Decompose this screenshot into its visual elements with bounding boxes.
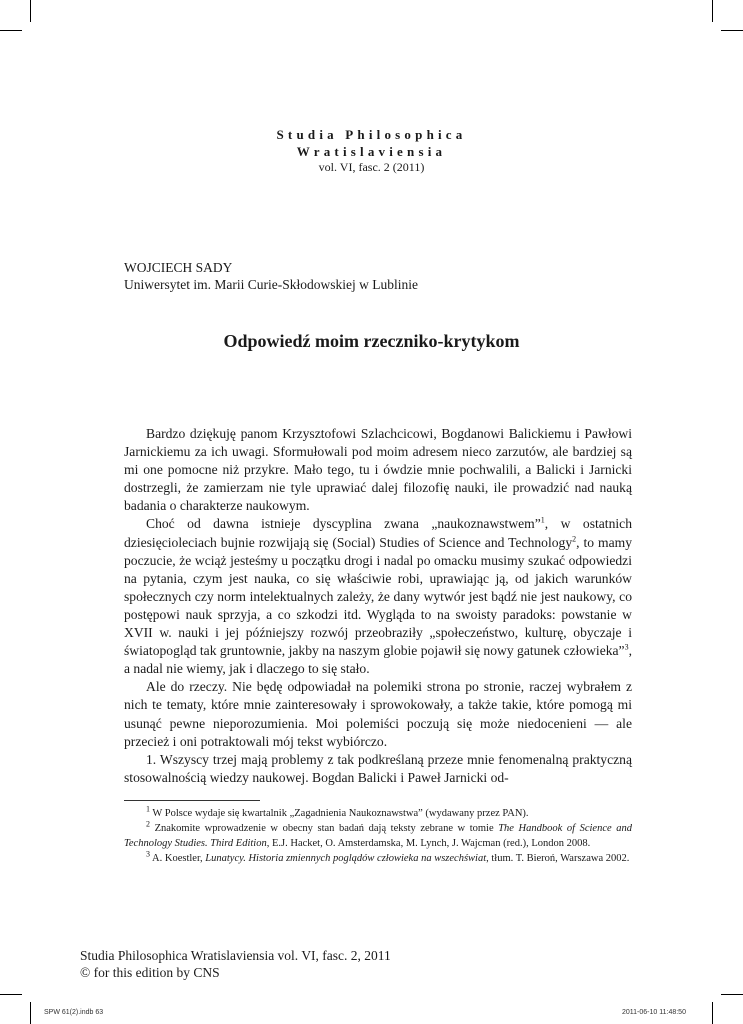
footnote-divider bbox=[124, 800, 260, 801]
footnote-2-book-title: The Handbook of Science and Technology Studies. Third Edition bbox=[124, 823, 632, 849]
footer-journal-line: Studia Philosophica Wratislaviensia vol. VI, fasc. 2, 2011 bbox=[80, 948, 391, 963]
crop-mark-top-left-h bbox=[0, 30, 22, 31]
volume-info: vol. VI, fasc. 2 (2011) bbox=[318, 160, 425, 174]
slug-timestamp: 2011-06-10 11:48:50 bbox=[622, 1009, 686, 1016]
footnote-3-book-title: Lunatycy. Historia zmiennych poglądów człowieka na wszechświat bbox=[205, 853, 487, 864]
footer-copyright: © for this edition by CNS bbox=[80, 965, 220, 980]
crop-mark-bottom-left-v bbox=[30, 1002, 31, 1024]
footnote-1-text: W Polsce wydaje się kwartalnik „Zagadnienia Naukoznawstwa” (wydawany przez PAN). bbox=[150, 808, 529, 819]
crop-mark-bottom-right-v bbox=[712, 1002, 713, 1024]
journal-title-line2: Wratislaviensia bbox=[296, 144, 447, 159]
footnote-3-text-a: A. Koestler, bbox=[150, 853, 206, 864]
paragraph-2-part-c: , to mamy poczucie, że wciąż jesteśmy u początku drogi i nadal po omacku musimy szukać odpowiedzi na pytania, czym jest nauka, co się właściwie robi, uprawiając ją, od jakich warunków społecznych czy norm intelektualnych zależy, że dany wytwór jest bądź nie jest naukowy, co postępowi nauk sprzyja, a co szkodzi itd. Wygląda to na swoisty paradoks: powstanie w XVII w. nauki i jej późniejszy rozwój przeobraziły „społeczeństwo, kulturę, obyczaje i światopogląd tak gruntownie, jakby na naszym globie pojawił się nowy gatunek człowieka” bbox=[124, 534, 632, 659]
paragraph-2 bbox=[124, 515, 632, 678]
author-block bbox=[124, 259, 418, 293]
footnote-1-number: 1 bbox=[146, 804, 150, 814]
page-footer bbox=[80, 947, 391, 981]
paragraph-2-part-b: , w ostatnich dziesięcioleciach bujnie rozwijają się (Social) Studies of Science and Technology bbox=[124, 516, 632, 550]
footnote-3-number: 3 bbox=[146, 849, 150, 859]
paragraph-3: Ale do rzeczy. Nie będę odpowiadał na polemiki strona po stronie, raczej wybrałem z nich te tematy, które mnie zainteresowały i sprowokowały, a także takie, które pomogą mi usunąć pewne nieporozumienia. Moi polemiści poczują się może niedocenieni — ale przecież i oni potraktowali mój tekst wybiórczo. bbox=[124, 679, 632, 749]
paragraph-2-part-a: Choć od dawna istnieje dyscyplina zwana „naukoznawstwem” bbox=[146, 516, 541, 532]
slug-file-info: SPW 61(2).indb 63 bbox=[44, 1009, 104, 1016]
paragraph-2-part-d: , a nadal nie wiemy, jak i dlaczego to się stało. bbox=[124, 643, 632, 677]
author-affiliation: Uniwersytet im. Marii Curie-Skłodowskiej w Lublinie bbox=[124, 277, 418, 292]
footnote-ref-3[interactable]: 3 bbox=[624, 642, 629, 652]
footnote-ref-1[interactable]: 1 bbox=[540, 515, 545, 525]
footnote-2 bbox=[124, 821, 632, 851]
footnote-2-text-a: Znakomite wprowadzenie w obecny stan badań dają teksty zebrane w tomie bbox=[150, 823, 499, 834]
footnote-2-number: 2 bbox=[146, 819, 150, 829]
paragraph-1: Bardzo dziękuję panom Krzysztofowi Szlachcicowi, Bogdanowi Balickiemu i Pawłowi Jarnickiemu za ich uwagi. Sformułowali pod moim adresem nieco zarzutów, ale bardziej są mi one pomocne niż przykre. Mało tego, tu i ówdzie mnie pochwalili, a Balicki i Jarnicki dostrzegli, że zamierzam nie tyle uprawiać dalej filozofię nauki, ile prowadzić nad nauką badania o charakterze naukowym. bbox=[124, 426, 632, 514]
crop-mark-top-right-v bbox=[712, 0, 713, 22]
journal-header bbox=[0, 126, 743, 175]
paragraph-4: 1. Wszyscy trzej mają problemy z tak podkreślaną przeze mnie fenomenalną praktyczną stosowalnością wiedzy naukowej. Bogdan Balicki i Paweł Jarnicki od- bbox=[124, 751, 632, 785]
journal-title-line1: Studia Philosophica bbox=[276, 127, 467, 142]
footnote-2-text-b: , E.J. Hacket, O. Amsterdamska, M. Lynch, J. Wajcman (red.), London 2008. bbox=[266, 838, 591, 849]
footnote-1 bbox=[124, 806, 632, 821]
footnotes bbox=[124, 806, 632, 866]
crop-mark-top-right-h bbox=[721, 30, 743, 31]
author-name: WOJCIECH SADY bbox=[124, 260, 233, 275]
footnote-3 bbox=[124, 851, 632, 866]
footnote-3-text-b: , tłum. T. Bieroń, Warszawa 2002. bbox=[486, 853, 630, 864]
article-body bbox=[124, 425, 632, 787]
crop-mark-top-left-v bbox=[30, 0, 31, 22]
crop-mark-bottom-right-h bbox=[721, 994, 743, 995]
crop-mark-bottom-left-h bbox=[0, 994, 22, 995]
footnote-ref-2[interactable]: 2 bbox=[572, 534, 577, 544]
article-title: Odpowiedź moim rzeczniko-krytykom bbox=[223, 331, 520, 351]
